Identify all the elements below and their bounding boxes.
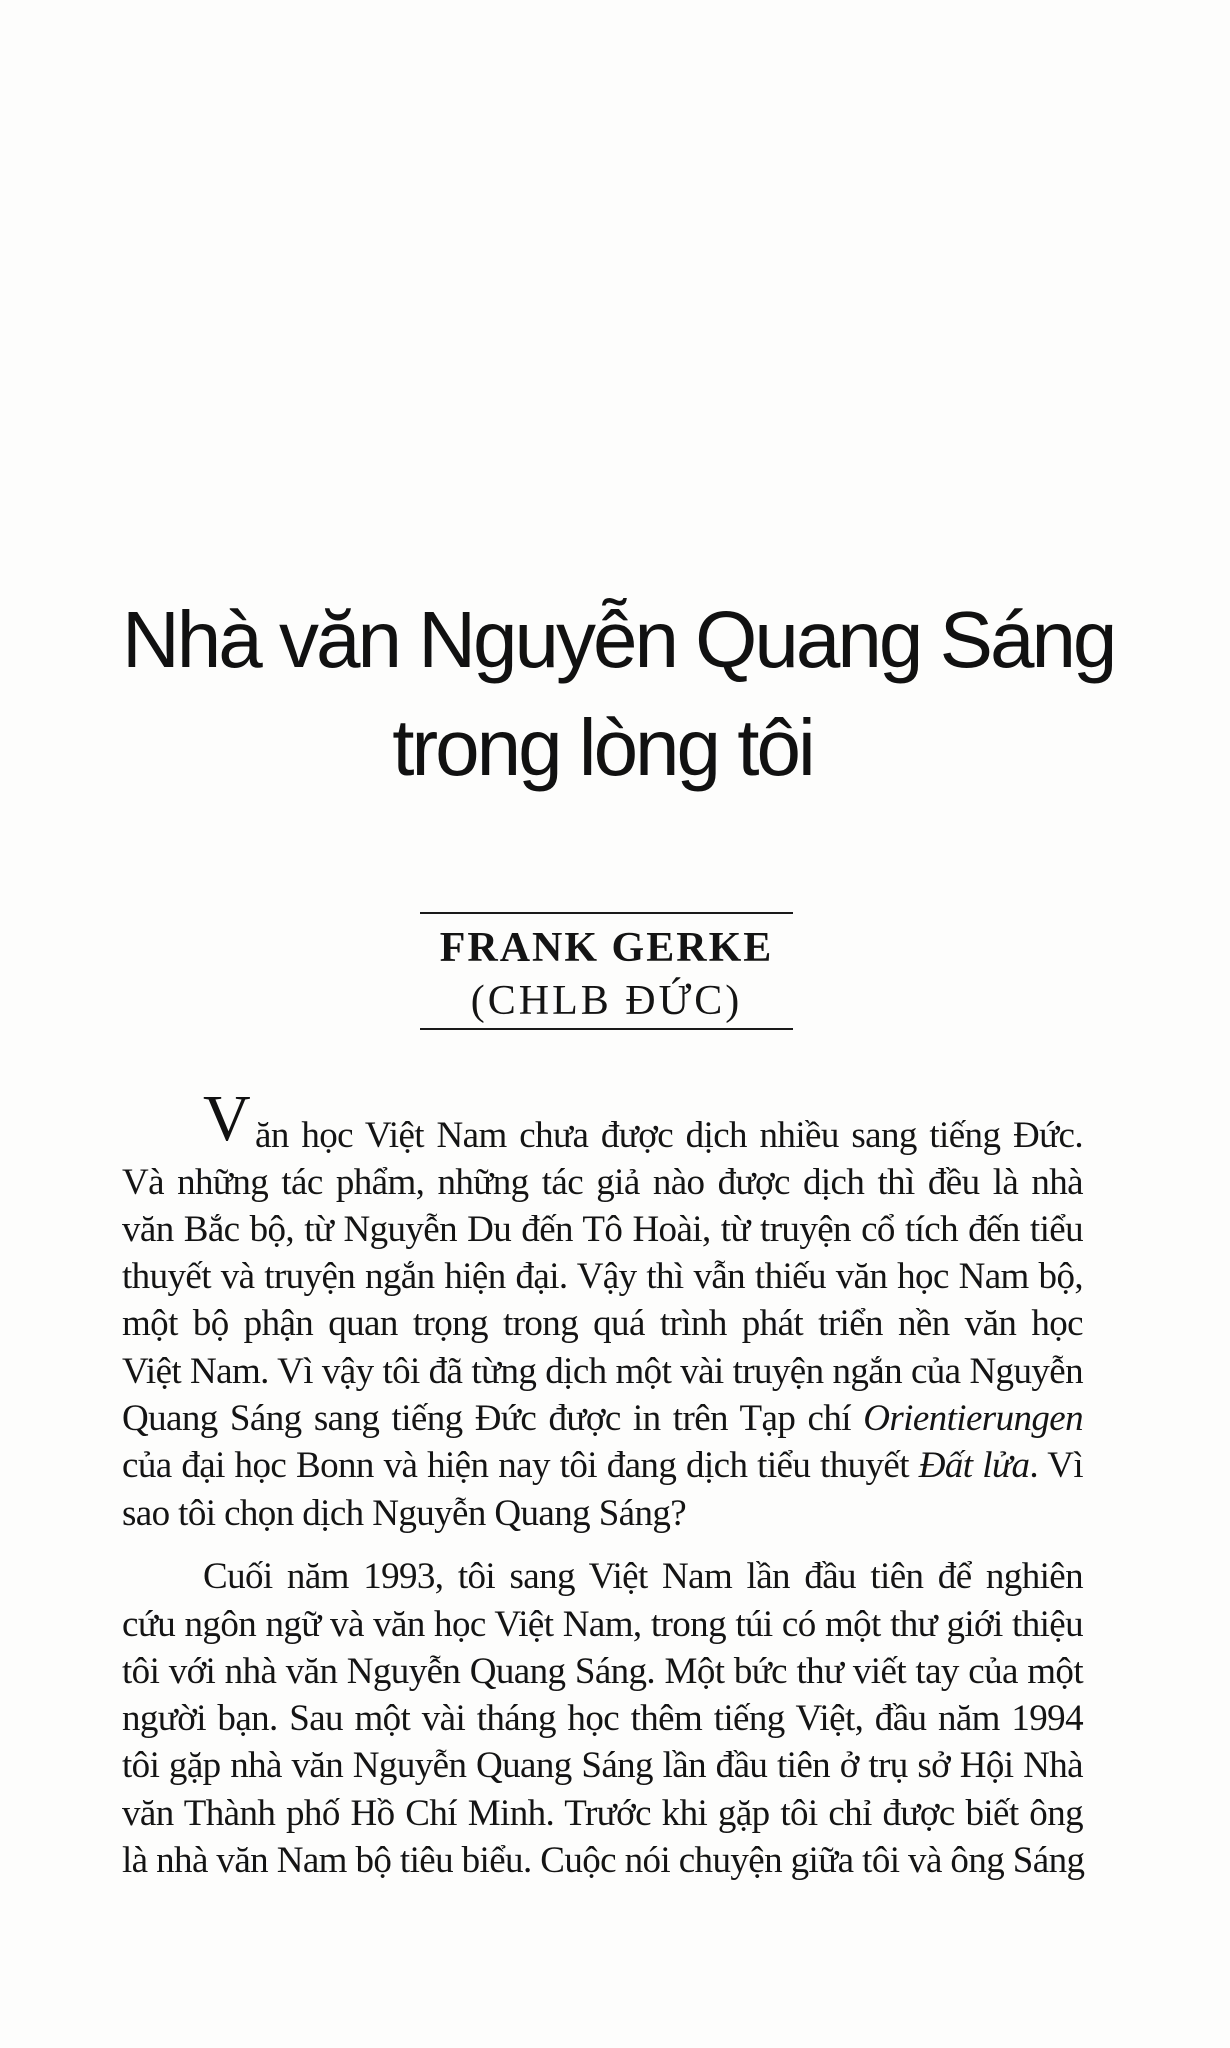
paragraph-2-line: tôi với nhà văn Nguyễn Quang Sáng. Một bức thư viết tay của một [122,1651,1083,1692]
paragraph-1-line: thuyết và truyện ngắn hiện đại. Vậy thì vẫn thiếu văn học Nam bộ, [122,1256,1083,1297]
author-name: FRANK GERKE [439,925,774,971]
drop-cap: V [203,1082,251,1155]
paragraph-1-line: một bộ phận quan trọng trong quá trình phát triển nền văn học [122,1303,1083,1344]
paragraph-2-line: văn Thành phố Hồ Chí Minh. Trước khi gặp tôi chỉ được biết ông [122,1793,1083,1834]
paragraph-1-line: Và những tác phẩm, những tác giả nào được dịch thì đều là nhà [122,1162,1083,1203]
paragraph-2-line: là nhà văn Nam bộ tiêu biểu. Cuộc nói chuyện giữa tôi và ông Sáng [122,1840,1085,1881]
paragraph-2-line: cứu ngôn ngữ và văn học Việt Nam, trong túi có một thư giới thiệu [122,1604,1083,1645]
author-country: (CHLB ĐỨC) [470,978,743,1024]
paragraph-1-line [122,1400,1083,1437]
novel-title: Đất lửa [918,1445,1030,1486]
author-top-rule [420,912,793,914]
paragraph-2-line: tôi gặp nhà văn Nguyễn Quang Sáng lần đầu tiên ở trụ sở Hội Nhà [122,1745,1083,1786]
chapter-title-line-1: Nhà văn Nguyễn Quang Sáng [122,595,1115,684]
line-with-journal-title: Quang Sáng sang tiếng Đức được in trên Tạp chí Orientierungen [122,1398,1083,1439]
line-with-novel-title: của đại học Bonn và hiện nay tôi đang dịch tiểu thuyết Đất lửa. Vì [122,1445,1083,1486]
paragraph-1-line: Việt Nam. Vì vậy tôi đã từng dịch một vài truyện ngắn của Nguyễn [122,1351,1083,1392]
paragraph-2-line: người bạn. Sau một vài tháng học thêm tiếng Việt, đầu năm 1994 [122,1698,1083,1739]
paragraph-1-line: sao tôi chọn dịch Nguyễn Quang Sáng? [122,1493,687,1534]
paragraph-2-line: Cuối năm 1993, tôi sang Việt Nam lần đầu tiên để nghiên [203,1556,1083,1597]
author-bottom-rule [420,1028,793,1030]
paragraph-1-line: văn Bắc bộ, từ Nguyễn Du đến Tô Hoài, từ truyện cổ tích đến tiểu [122,1209,1083,1250]
paragraph-1-line: ăn học Việt Nam chưa được dịch nhiều sang tiếng Đức. [255,1115,1083,1156]
paragraph-1-line [122,1447,1083,1484]
journal-title: Orientierungen [863,1398,1083,1439]
chapter-title-line-2: trong lòng tôi [392,703,813,792]
